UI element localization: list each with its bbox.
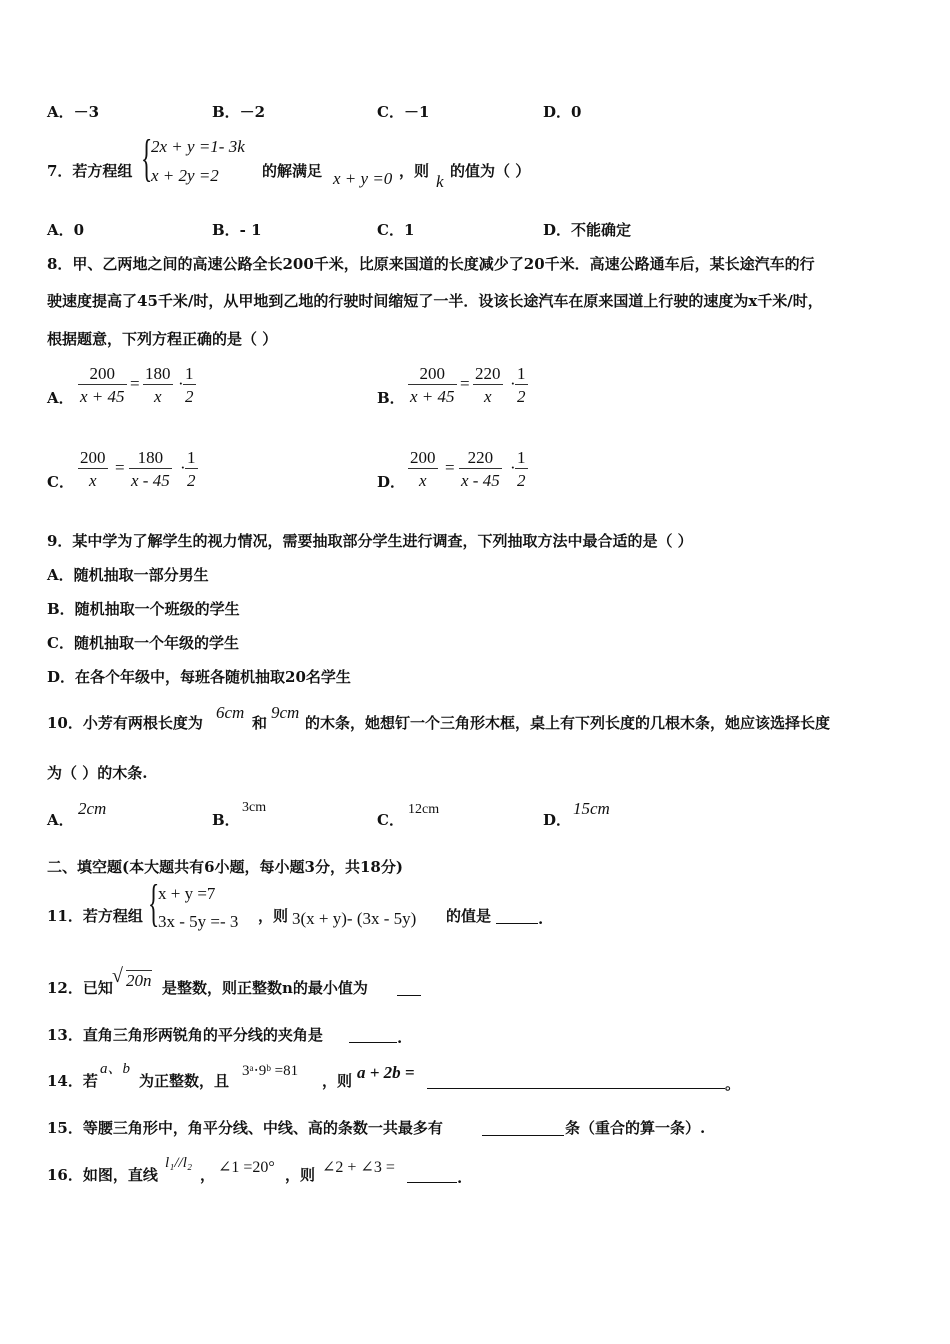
q11-answer-blank: .: [496, 909, 543, 927]
q8-option-a-fraction-2: 180 x: [145, 364, 171, 406]
q10-option-b-label: B．: [212, 811, 240, 829]
q8-option-d-fraction-1: 200 x: [410, 448, 436, 490]
q11-then: ，则: [258, 907, 289, 925]
q10-option-a-value: 2cm: [78, 799, 107, 818]
q13-answer-blank: .: [349, 1028, 402, 1046]
q8-option-d-equals: =: [445, 458, 455, 477]
q7-then: ，则: [399, 162, 430, 180]
q6-option-a: A．－3: [47, 103, 100, 121]
q8-option-b-equals: =: [460, 374, 470, 393]
q10-length-1: 6cm: [216, 703, 245, 722]
q8-option-c-fraction-3: 1 2: [187, 448, 196, 490]
q8-option-c-fraction-2: 180 x - 45: [131, 448, 170, 490]
q7-eq2: x + 2y =2: [151, 166, 219, 185]
q14-answer-blank: 。: [427, 1074, 740, 1092]
q10-and: 和: [252, 714, 268, 732]
q14-then: ，则: [322, 1072, 353, 1090]
q16-parallel-lines: l₁//l₂: [165, 1155, 193, 1171]
q7-condition: x + y =0: [333, 169, 393, 188]
q8-option-a-label: A．: [47, 389, 74, 407]
q8-option-d-dot: ·: [510, 458, 516, 477]
q9-stem: 9．某中学为了解学生的视力情况，需要抽取部分学生进行调查，下列抽取方法中最合适的是（ ）: [47, 532, 693, 550]
q12-radical-sign: √: [112, 965, 123, 987]
q8-option-b-label: B．: [377, 389, 405, 407]
q10-prefix: 10．小芳有两根长度为: [47, 714, 203, 732]
q8-line-2: 驶速度提高了45千米/时，从甲地到乙地的行驶时间缩短了一半．设该长途汽车在原来国道上行驶的速度为x千米/时，: [47, 292, 823, 310]
q11-eq1: x + y =7: [158, 884, 216, 903]
q15-suffix: 条（重合的算一条）.: [565, 1119, 706, 1137]
q7-mid: 的解满足: [262, 162, 323, 180]
section-2-title: 二、填空题(本大题共有6小题，每小题3分，共18分): [47, 858, 403, 876]
q7-option-d: D．不能确定: [543, 221, 632, 239]
q15-answer-blank: [482, 1121, 564, 1139]
q10-option-a-label: A．: [47, 811, 74, 829]
q8-option-c-equals: =: [115, 458, 125, 477]
q9-option-b: B．随机抽取一个班级的学生: [47, 600, 240, 618]
q7-option-a: A．0: [47, 221, 85, 239]
q12-prefix: 12．已知: [47, 979, 113, 997]
q16-angle-1: ∠1 =20°: [218, 1159, 275, 1176]
q6-option-c: C．－1: [377, 103, 430, 121]
q8-line-3: 根据题意，下列方程正确的是（ ）: [47, 330, 278, 348]
q7-k: k: [436, 172, 444, 191]
q10-option-b-value: 3cm: [242, 800, 267, 815]
q6-option-d: D．0: [543, 103, 582, 121]
q8-option-d-label: D．: [377, 473, 406, 491]
q16-prefix: 16．如图，直线: [47, 1166, 158, 1184]
q16-then: ，则: [285, 1166, 316, 1184]
q9-option-c: C．随机抽取一个年级的学生: [47, 634, 239, 652]
q8-option-b-fraction-1: 200 x + 45: [410, 364, 455, 406]
q9-option-a: A．随机抽取一部分男生: [47, 566, 209, 584]
q8-option-b-fraction-3: 1 2: [517, 364, 526, 406]
q7-suffix: 的值为（ ）: [450, 162, 531, 180]
q15-prefix: 15．等腰三角形中，角平分线、中线、高的条数一共最多有: [47, 1119, 443, 1137]
q8-option-b-fraction-2: 220 x: [475, 364, 501, 406]
q8-option-d-fraction-3: 1 2: [517, 448, 526, 490]
q7-option-c: C．1: [377, 221, 415, 239]
q14-expression: a + 2b =: [357, 1063, 415, 1082]
q8-option-a-equals: =: [130, 374, 140, 393]
q10-option-c-value: 12cm: [408, 802, 440, 817]
q10-option-d-label: D．: [543, 811, 572, 829]
q9-option-d: D．在各个年级中，每班各随机抽取20名学生: [47, 668, 351, 686]
q14-mid: 为正整数，且: [139, 1072, 230, 1090]
q8-option-c-label: C．: [47, 473, 74, 491]
q10-text: 的木条，她想钉一个三角形木框，桌上有下列长度的几根木条，她应该选择长度: [305, 714, 831, 732]
q14-prefix: 14．若: [47, 1072, 98, 1090]
q8-option-c-dot: ·: [180, 458, 186, 477]
q8-option-d-fraction-2: 220 x - 45: [461, 448, 500, 490]
q16-comma: ，: [200, 1166, 216, 1184]
q7-brace: {: [141, 130, 153, 187]
q10-option-d-value: 15cm: [573, 799, 610, 818]
q7-option-b: B．- 1: [212, 221, 262, 239]
q11-prefix: 11．若方程组: [47, 907, 143, 925]
q8-option-c-fraction-1: 200 x: [80, 448, 106, 490]
q10-option-c-label: C．: [377, 811, 404, 829]
q6-option-b: B．－2: [212, 103, 266, 121]
q8-option-a-fraction-1: 200 x + 45: [80, 364, 125, 406]
q11-eq2: 3x - 5y =- 3: [158, 912, 239, 931]
q7-prefix: 7．若方程组: [47, 162, 133, 180]
q7-eq1: 2x + y =1- 3k: [151, 137, 245, 156]
q14-equation: 3ᵃ⋅9ᵇ =81: [242, 1063, 299, 1079]
q10-length-2: 9cm: [271, 703, 300, 722]
q11-suffix: 的值是: [446, 907, 492, 925]
q8-option-b-dot: ·: [510, 374, 516, 393]
q10-line-2: 为（ ）的木条.: [47, 764, 148, 782]
q8-option-a-fraction-3: 1 2: [185, 364, 194, 406]
q12-suffix: 是整数，则正整数n的最小值为: [162, 979, 368, 997]
q11-expression: 3(x + y)- (3x - 5y): [292, 909, 417, 928]
q11-brace: {: [148, 875, 160, 932]
q12-radicand: 20n: [126, 971, 152, 990]
q13-text: 13．直角三角形两锐角的平分线的夹角是: [47, 1026, 323, 1044]
q16-expression: ∠2 + ∠3 =: [322, 1159, 395, 1176]
q8-option-a-dot: ·: [178, 374, 184, 393]
q8-line-1: 8．甲、乙两地之间的高速公路全长200千米，比原来国道的长度减少了20千米．高速公路通车后，某长途汽车的行: [47, 255, 815, 273]
q14-variables: a、b: [100, 1061, 131, 1077]
q12-answer-blank: [397, 981, 421, 999]
q16-answer-blank: .: [407, 1168, 462, 1186]
